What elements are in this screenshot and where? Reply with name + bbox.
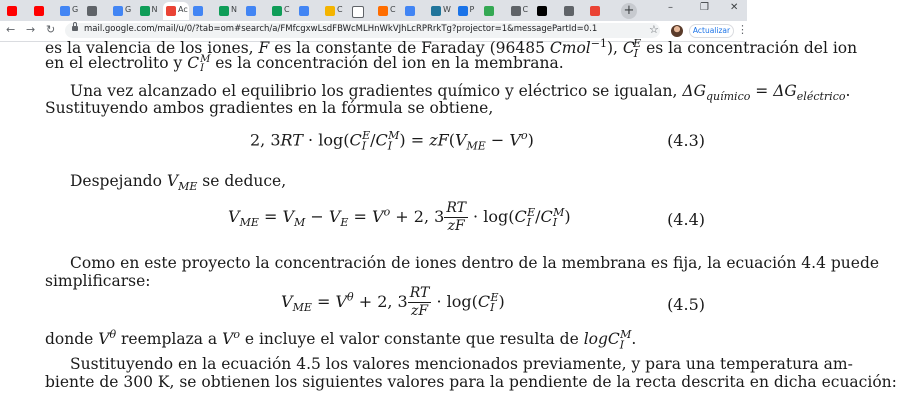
- browser-tab[interactable]: [163, 2, 189, 20]
- forward-arrow-icon[interactable]: →: [26, 23, 36, 36]
- text-line-equilibrio: Una vez alcanzado el equilibrio los gradientes químico y eléctrico se igualan, $\Delta G_{químico} = \Delta G_{eléctrico}$.: [70, 82, 851, 104]
- text-line-simplificarse: simplificarse:: [45, 272, 151, 290]
- browser-tab[interactable]: [587, 2, 613, 20]
- update-button[interactable]: Actualizar: [689, 24, 734, 38]
- text-line-como: Como en este proyecto la concentración de iones dentro de la membrana es fija, la ecuación 4.4 puede: [70, 254, 880, 272]
- tab-favicon-icon: [299, 6, 309, 16]
- text-line-temperatura: Sustituyendo en la ecuación 4.5 los valores mencionados previamente, y para una temperatura am-: [70, 355, 853, 373]
- equation-4-4: $V_{ME} = V_M - V_E = V^o + 2$, 3 $\frac{RT}{zF}$ · $\log(C_I^E/C_I^M)$: [228, 200, 571, 234]
- text-line-valencia: es la valencia de los iones, F es la constante de Faraday (96485 Cmol$^{-1}$), $C_I^E$ es la concentración del ion: [45, 37, 858, 61]
- tab-favicon-icon: [590, 6, 600, 16]
- tab-favicon-icon: [113, 6, 123, 16]
- browser-menu-icon[interactable]: ⋮: [737, 23, 748, 36]
- tab-favicon-icon: [166, 6, 176, 16]
- lock-icon[interactable]: [72, 26, 78, 31]
- tab-favicon-icon: [246, 6, 256, 16]
- browser-tab[interactable]: [455, 2, 481, 20]
- tab-label: C: [284, 5, 290, 14]
- tab-favicon-icon: [352, 6, 364, 18]
- tab-favicon-icon: [272, 6, 282, 16]
- tab-label: N: [151, 5, 158, 14]
- tab-label: P: [469, 5, 475, 14]
- tab-favicon-icon: [564, 6, 574, 16]
- tab-favicon-icon: [484, 6, 494, 16]
- equation-4-3: 2, $3RT \cdot \log(C_I^E/C_I^M) = zF(V_{ME} - V^o)$: [250, 129, 534, 153]
- tab-favicon-icon: [325, 6, 335, 16]
- tab-strip: [0, 0, 747, 21]
- browser-tab[interactable]: [296, 2, 322, 20]
- equation-number-4-4: (4.4): [667, 210, 705, 229]
- tab-favicon-icon: [87, 6, 97, 16]
- restore-button[interactable]: ❐: [700, 2, 709, 13]
- minimize-button[interactable]: –: [668, 2, 673, 13]
- tab-label: Ac: [178, 5, 188, 14]
- close-window-button[interactable]: ✕: [730, 2, 739, 13]
- tab-favicon-icon: [193, 6, 203, 16]
- browser-tab[interactable]: [269, 2, 295, 20]
- tab-label: G: [125, 5, 132, 14]
- browser-tab[interactable]: [57, 2, 83, 20]
- browser-tab[interactable]: [31, 2, 57, 20]
- tab-favicon-icon: [34, 6, 44, 16]
- url-input[interactable]: [65, 23, 660, 38]
- equation-4-5: $V_{ME} = V^\theta + 2$, 3 $\frac{RT}{zF}$ · $\log(C_I^E)$: [281, 285, 505, 319]
- tab-label: C: [522, 5, 529, 14]
- browser-tab[interactable]: [4, 2, 30, 20]
- tab-favicon-icon: [405, 6, 415, 16]
- text-line-donde: donde $V^\theta$ reemplaza a $V^o$ e incluye el valor constante que resulta de logC$_I^M$.: [45, 328, 637, 352]
- browser-tab[interactable]: [561, 2, 587, 20]
- tab-label: W: [443, 5, 451, 14]
- browser-tab[interactable]: [402, 2, 428, 20]
- browser-tab[interactable]: [243, 2, 269, 20]
- tab-favicon-icon: [140, 6, 150, 16]
- browser-tab[interactable]: [349, 2, 375, 20]
- browser-tab[interactable]: [216, 2, 242, 20]
- equation-number-4-3: (4.3): [667, 131, 705, 150]
- tab-favicon-icon: [431, 6, 441, 16]
- tab-favicon-icon: [219, 6, 229, 16]
- text-line-sustituyendo: Sustituyendo ambos gradientes en la fórmula se obtiene,: [45, 99, 494, 117]
- tab-favicon-icon: [511, 6, 521, 16]
- browser-tab[interactable]: [481, 2, 507, 20]
- equation-number-4-5: (4.5): [667, 295, 705, 314]
- tab-favicon-icon: [378, 6, 388, 16]
- back-arrow-icon[interactable]: ←: [6, 23, 16, 36]
- tab-label: C: [337, 5, 343, 14]
- bookmark-star-icon[interactable]: ☆: [649, 23, 659, 36]
- browser-tab[interactable]: [84, 2, 110, 20]
- browser-tab[interactable]: [428, 2, 454, 20]
- new-tab-button[interactable]: +: [621, 3, 637, 19]
- browser-tab[interactable]: [110, 2, 136, 20]
- browser-tab[interactable]: [137, 2, 163, 20]
- browser-tab[interactable]: [534, 2, 560, 20]
- browser-tab[interactable]: [322, 2, 348, 20]
- tab-favicon-icon: [537, 6, 547, 16]
- tab-label: C: [390, 5, 396, 14]
- profile-avatar[interactable]: [671, 25, 683, 37]
- browser-tab[interactable]: [508, 2, 534, 20]
- tab-favicon-icon: [458, 6, 468, 16]
- reload-icon[interactable]: ↻: [46, 23, 56, 36]
- tab-label: G: [72, 5, 79, 14]
- browser-tab[interactable]: [190, 2, 216, 20]
- text-line-electrolito: en el electrolito y C M I es la concentración del ion en la membrana.: [45, 54, 564, 74]
- text-line-despejando: Despejando $V_{ME}$ se deduce,: [70, 172, 287, 194]
- tab-label: N: [231, 5, 237, 14]
- browser-tab[interactable]: [375, 2, 401, 20]
- tab-favicon-icon: [60, 6, 70, 16]
- pdf-document-view: [0, 37, 897, 402]
- url-text: mail.google.com/mail/u/0/?tab=om#search/a/FMfcgxwLsdFBWcMLHnWkVJhLcRPRrkTg?projector=1&messagePartId=0.1: [84, 24, 598, 34]
- tab-favicon-icon: [7, 6, 17, 16]
- text-line-pendiente: biente de 300 K, se obtienen los siguientes valores para la pendiente de la recta descrita en dicha ecuación:: [45, 373, 897, 391]
